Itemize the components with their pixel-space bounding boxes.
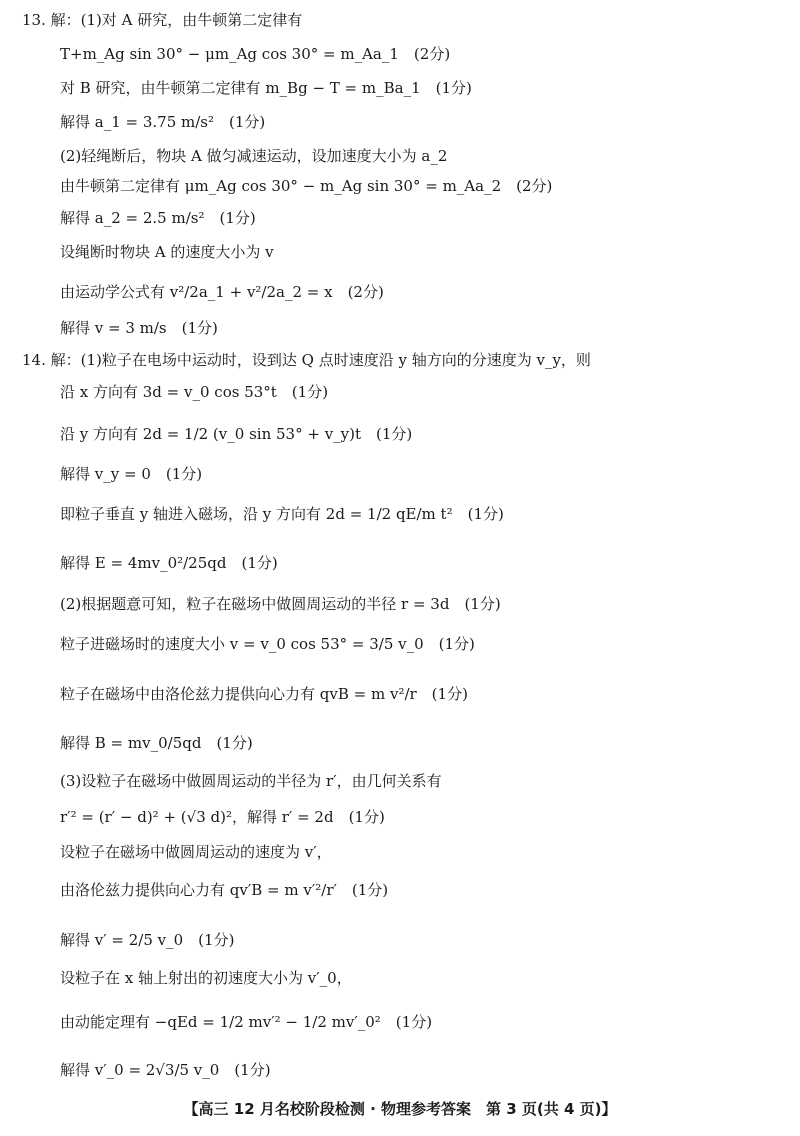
q13-equation-2: 对 B 研究，由牛顿第二定律有 m_Bg − T = m_Ba_1 (1分) xyxy=(60,79,472,97)
q14-energy-equation: 由动能定理有 −qEd = 1/2 mv′² − 1/2 mv′_0² (1分) xyxy=(60,1013,433,1031)
q14-geometry-equation: r′² = (r′ − d)² + (√3 d)²，解得 r′ = 2d (1分) xyxy=(60,808,385,826)
q14-lorentz-equation: 粒子在磁场中由洛伦兹力提供向心力有 qvB = m v²/r (1分) xyxy=(60,685,468,703)
q14-field-equation: 即粒子垂直 y 轴进入磁场，沿 y 方向有 2d = 1/2 qE/m t² (1分) xyxy=(60,505,504,523)
q14-heading: 14. 解：(1)粒子在电场中运动时，设到达 Q 点时速度沿 y 轴方向的分速度为 v_y，则 xyxy=(22,351,591,369)
q14-x-equation: 沿 x 方向有 3d = v_0 cos 53°t (1分) xyxy=(60,383,329,401)
q14-result-B: 解得 B = mv_0/5qd (1分) xyxy=(60,734,253,752)
q13-equation-1: T+m_Ag sin 30° − μm_Ag cos 30° = m_Aa_1 (2分) xyxy=(60,45,451,63)
q13-equation-3: 由牛顿第二定律有 μm_Ag cos 30° − m_Ag sin 30° = m_Aa_2 (2分) xyxy=(60,177,553,195)
q14-entry-speed: 粒子进磁场时的速度大小 v = v_0 cos 53° = 3/5 v_0 (1分) xyxy=(60,635,475,653)
q14-result-v-prime: 解得 v′ = 2/5 v_0 (1分) xyxy=(60,931,235,949)
q14-y-equation: 沿 y 方向有 2d = 1/2 (v_0 sin 53° + v_y)t (1分) xyxy=(60,425,413,443)
q13-result-a1: 解得 a_1 = 3.75 m/s² (1分) xyxy=(60,113,266,131)
q13-part2-intro: (2)轻绳断后，物块 A 做匀减速运动，设加速度大小为 a_2 xyxy=(60,147,448,165)
q13-kinematics-equation: 由运动学公式有 v²/2a_1 + v²/2a_2 = x (2分) xyxy=(60,283,384,301)
q14-lorentz-equation-2: 由洛伦兹力提供向心力有 qv′B = m v′²/r′ (1分) xyxy=(60,881,389,899)
q14-speed-assumption: 设粒子在磁场中做圆周运动的速度为 v′， xyxy=(60,843,332,861)
q14-initial-speed-assumption: 设粒子在 x 轴上射出的初速度大小为 v′_0， xyxy=(60,969,352,987)
q13-result-v: 解得 v = 3 m/s (1分) xyxy=(60,319,218,337)
q14-part2-radius: (2)根据题意可知，粒子在磁场中做圆周运动的半径 r = 3d (1分) xyxy=(60,595,501,613)
q13-result-a2: 解得 a_2 = 2.5 m/s² (1分) xyxy=(60,209,256,227)
q14-result-v0-prime: 解得 v′_0 = 2√3/5 v_0 (1分) xyxy=(60,1061,271,1079)
q14-result-E: 解得 E = 4mv_0²/25qd (1分) xyxy=(60,554,278,572)
page-footer: 【高三 12 月名校阶段检测 · 物理参考答案 第 3 页(共 4 页)】 xyxy=(183,1100,617,1118)
q13-velocity-assumption: 设绳断时物块 A 的速度大小为 v xyxy=(60,243,274,261)
q14-result-vy: 解得 v_y = 0 (1分) xyxy=(60,465,203,483)
q14-part3-intro: (3)设粒子在磁场中做圆周运动的半径为 r′，由几何关系有 xyxy=(60,772,442,790)
q13-heading: 13. 解：(1)对 A 研究，由牛顿第二定律有 xyxy=(22,11,303,29)
